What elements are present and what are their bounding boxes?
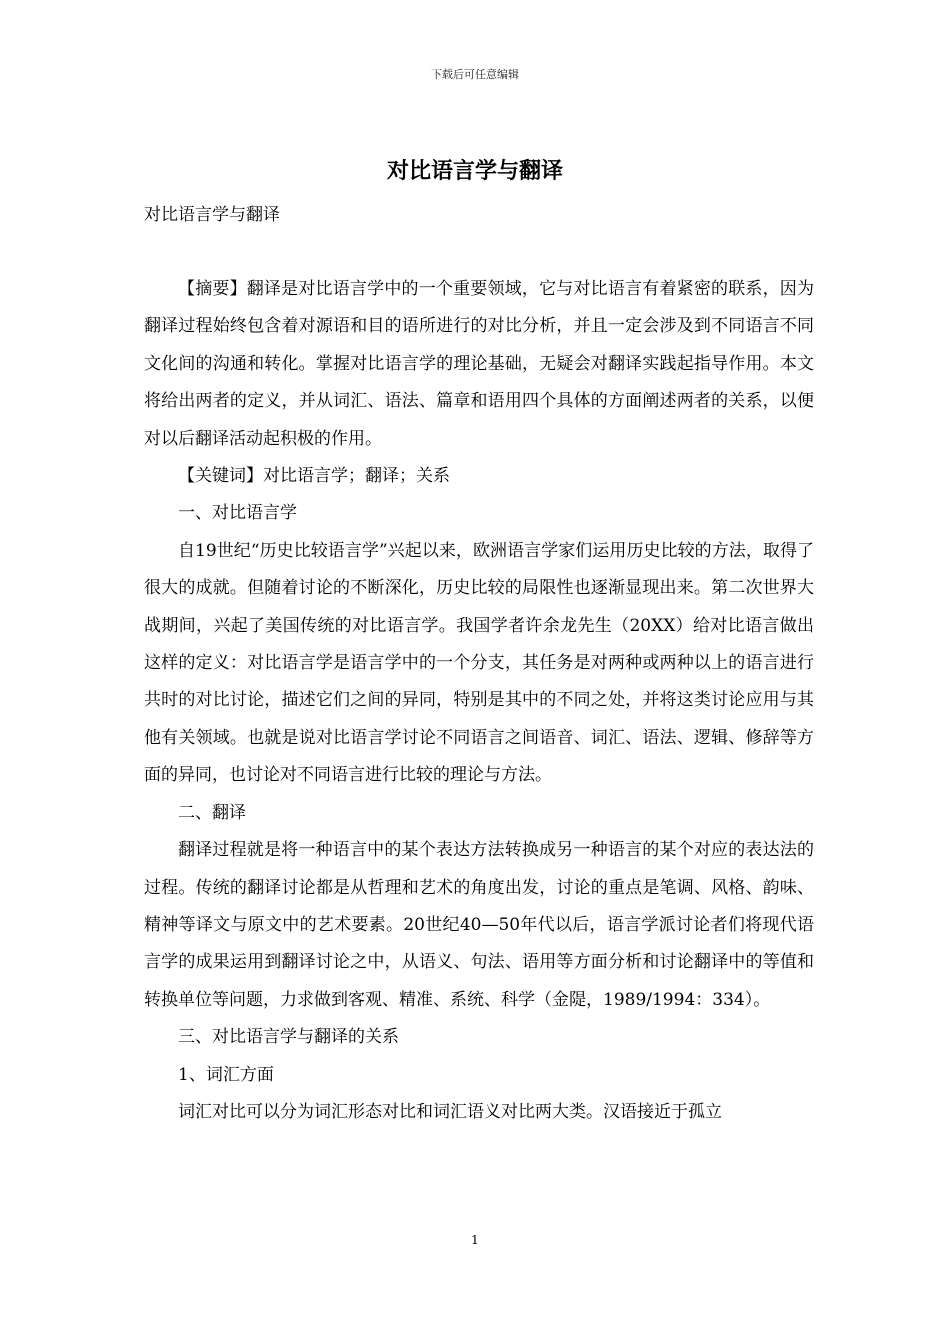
section-paragraph-1: 自19世纪“历史比较语言学”兴起以来，欧洲语言学家们运用历史比较的方法，取得了很大的成就。但随着讨论的不断深化，历史比较的局限性也逐渐显现出来。第二次世界大战期间，兴起了美国传统的对比语言学。我国学者许余龙先生（20XX）给对比语言做出这样的定义：对比语言学是语言学中的一个分支，其任务是对两种或两种以上的语言进行共时的对比讨论，描述它们之间的异同，特别是其中的不同之处，并将这类讨论应用与其他有关领域。也就是说对比语言学讨论不同语言之间语音、词汇、语法、逻辑、修辞等方面的异同，也讨论对不同语言进行比较的理论与方法。 (144, 540, 814, 786)
keywords-paragraph: 【关键词】对比语言学；翻译；关系 (178, 466, 450, 487)
header-note: 下载后可任意编辑 (431, 68, 519, 81)
abstract-paragraph: 【摘要】翻译是对比语言学中的一个重要领域，它与对比语言有着紧密的联系，因为翻译过程始终包含着对源语和目的语所进行的对比分析，并且一定会涉及到不同语言不同文化间的沟通和转化。掌握对比语言学的理论基础，无疑会对翻译实践起指导作用。本文将给出两者的定义，并从词汇、语法、篇章和语用四个具体的方面阐述两者的关系，以便对以后翻译活动起积极的作用。 (144, 279, 814, 449)
page-number: 1 (471, 1233, 479, 1247)
section-heading-3: 三、对比语言学与翻译的关系 (178, 1027, 399, 1048)
section-paragraph-2: 翻译过程就是将一种语言中的某个表达方法转换成另一种语言的某个对应的表达法的过程。传统的翻译讨论都是从哲理和艺术的角度出发，讨论的重点是笔调、风格、韵味、精神等译文与原文中的艺术要素。20世纪40—50年代以后，语言学派讨论者们将现代语言学的成果运用到翻译讨论之中，从语义、句法、语用等方面分析和讨论翻译中的等值和转换单位等问题，力求做到客观、精准、系统、科学（金隄，1989/1994：334）。 (144, 840, 814, 1010)
document-title: 对比语言学与翻译 (386, 158, 563, 184)
subsection-heading-1: 1、词汇方面 (178, 1064, 274, 1085)
document-body (144, 271, 814, 1131)
section-heading-1: 一、对比语言学 (178, 503, 297, 524)
subsection-paragraph-1: 词汇对比可以分为词汇形态对比和词汇语义对比两大类。汉语接近于孤立 (178, 1101, 722, 1122)
section-heading-2: 二、翻译 (178, 802, 246, 823)
document-subtitle: 对比语言学与翻译 (144, 205, 280, 225)
